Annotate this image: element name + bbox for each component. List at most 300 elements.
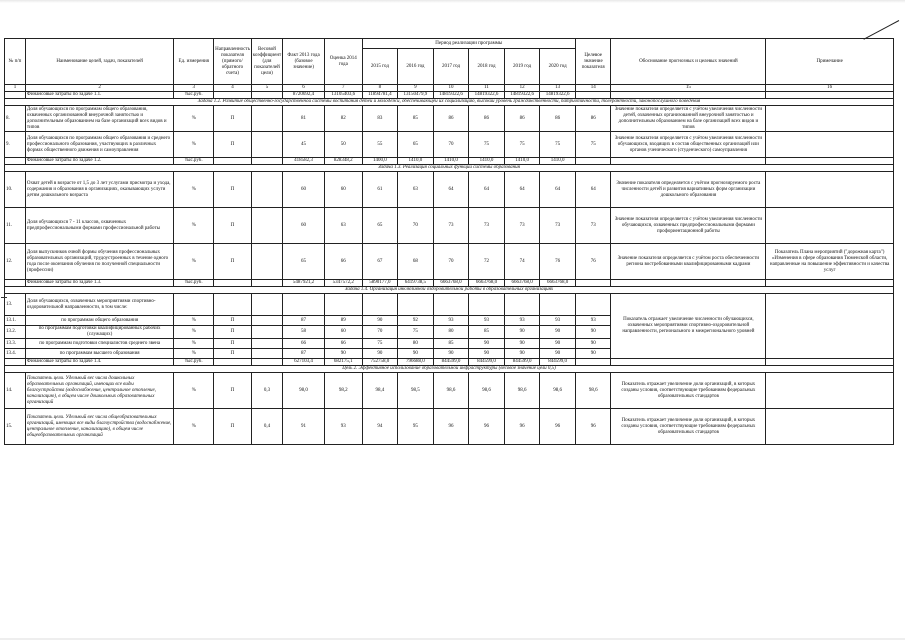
finance-value [251, 359, 282, 366]
table-row [5, 280, 894, 287]
value-cell: 90 [504, 326, 540, 339]
empty-cell [433, 294, 469, 316]
value-cell: 96 [540, 409, 576, 445]
weight-cell [251, 244, 282, 280]
column-number: 10 [433, 85, 469, 92]
table-row [5, 409, 894, 445]
column-number: 2 [25, 85, 174, 92]
indicator-name: Показатель цели. Удельный вес числа общеобразовательных организаций, имеющих все виды благоустройства (водоснабжение, центральное отопление, канализацию), в общем числе общеобразовательных организаций [25, 409, 174, 445]
column-number: 6 [283, 85, 325, 92]
unit-cell: тыс.руб. [174, 280, 214, 287]
value-cell: 90 [540, 349, 576, 359]
table-row [5, 208, 894, 244]
value-cell: 96 [504, 409, 540, 445]
column-number: 15 [611, 85, 766, 92]
column-number: 12 [504, 85, 540, 92]
direction-cell: П [214, 106, 252, 132]
value-cell: 50 [324, 132, 362, 158]
table-header [5, 39, 894, 92]
row-number: 13. [5, 294, 26, 316]
finance-value: 5487921,2 [283, 280, 325, 287]
value-cell: 64 [504, 172, 540, 208]
indicator-name: Доля выпускников очной формы обучения профессиональных образовательных организаций, трудоустроенных в течение одного года после окончания обучения по полученной специальности (профессии) [25, 244, 174, 280]
note-cell: Показатель Плана мероприятий ("дорожная карта") «Изменения в сфере образования Тюменской области, направленные на повышение эффективности и качества услуг [766, 244, 894, 280]
value-cell: 73 [469, 208, 505, 244]
value-cell: 98,6 [575, 373, 611, 409]
value-cell: 81 [283, 106, 325, 132]
finance-value: 844599,0 [433, 359, 469, 366]
rationale-cell: Значение показателя определяется с учётом увеличения численности детей, охваченных организованной внеурочной занятостью и дополнительным образованием на базе организаций всех видов и типов [611, 106, 766, 132]
finance-value: 14819322,6 [469, 92, 505, 99]
rationale-cell: Значение показателя определяется с учётом увеличения численности обучающихся, входящих в состав общественных организаций или органов ученического (студенческого) самоуправления [611, 132, 766, 158]
empty-cell [398, 294, 434, 316]
direction-cell: П [214, 339, 252, 349]
empty-cell [283, 294, 325, 316]
value-cell: 75 [469, 132, 505, 158]
indicator-name: по программам подготовки квалифицированных рабочих (служащих) [25, 326, 174, 339]
note-cell [766, 280, 894, 287]
table-row [5, 373, 894, 409]
finance-value: 6663768,0 [469, 280, 505, 287]
empty-cell [575, 294, 611, 316]
finance-value: 752758,0 [362, 359, 398, 366]
value-cell: 75 [398, 326, 434, 339]
header-year: 2019 год [504, 49, 540, 85]
value-cell: 90 [362, 316, 398, 326]
finance-value: 796688,0 [398, 359, 434, 366]
weight-cell [251, 326, 282, 339]
finance-value: 1410,0 [469, 158, 505, 165]
empty-cell [174, 294, 214, 316]
pen-stroke-mark [863, 20, 899, 40]
value-cell: 66 [324, 244, 362, 280]
group-rationale: Показатель отражает увеличение численности обучающихся, охваченных мероприятиями спортивно-оздоровительной направленности, регионального и межрегионального уровней [611, 294, 766, 359]
indicator-name: по программам высшего образования [25, 349, 174, 359]
value-cell: 75 [575, 132, 611, 158]
header-year: 2018 год [469, 49, 505, 85]
empty-cell [362, 294, 398, 316]
empty-cell [504, 294, 540, 316]
value-cell: 87 [283, 316, 325, 326]
value-cell: 86 [575, 106, 611, 132]
table-row [5, 158, 894, 165]
indicator-name: Доля обучающихся по программам общего образования, охваченных организованной внеурочной занятостью и дополнительным образованием на базе организаций всех видов и типов [25, 106, 174, 132]
section-heading: Цель 2. Эффективное использование образовательной инфраструктуры (весовое значение цели 0,5) [5, 366, 894, 373]
value-cell: 90 [469, 339, 505, 349]
column-number: 11 [469, 85, 505, 92]
row-number: 9. [5, 132, 26, 158]
rationale-cell: Показатель отражает увеличение доли организаций, в которых созданы условия, соответствующие требованиям федеральных образовательных стандартов [611, 409, 766, 445]
finance-value: 14819322,6 [504, 92, 540, 99]
note-cell [766, 359, 894, 366]
indicators-table [4, 38, 894, 445]
finance-value: 627103,4 [283, 359, 325, 366]
value-cell: 76 [575, 244, 611, 280]
indicator-name: Доля обучающихся по программам общего образования и среднего профессионального образования, участвующих в различных формах общественного движения и самоуправления [25, 132, 174, 158]
column-number: 9 [398, 85, 434, 92]
value-cell: 64 [540, 172, 576, 208]
value-cell: 89 [324, 316, 362, 326]
value-cell: 58 [283, 326, 325, 339]
finance-value [575, 92, 611, 99]
note-cell [766, 158, 894, 165]
scan-top-edge [0, 0, 905, 3]
column-number: 5 [251, 85, 282, 92]
value-cell: 92 [398, 316, 434, 326]
row-number [5, 359, 26, 366]
value-cell: 73 [575, 208, 611, 244]
row-number [5, 158, 26, 165]
value-cell: 82 [324, 106, 362, 132]
note-cell [611, 359, 766, 366]
unit-cell: % [174, 172, 214, 208]
value-cell: 90 [324, 349, 362, 359]
note-cell [611, 92, 766, 99]
weight-cell [251, 339, 282, 349]
value-cell: 66 [324, 339, 362, 349]
finance-value [251, 280, 282, 287]
value-cell: 73 [540, 208, 576, 244]
weight-cell [251, 208, 282, 244]
table-body [5, 92, 894, 445]
note-cell [766, 208, 894, 244]
value-cell: 86 [469, 106, 505, 132]
header-note: Примечание [766, 39, 894, 85]
value-cell: 98,6 [540, 373, 576, 409]
value-cell: 90 [575, 349, 611, 359]
value-cell: 66 [283, 339, 325, 349]
direction-cell: П [214, 349, 252, 359]
note-cell [766, 409, 894, 445]
empty-cell [251, 294, 282, 316]
weight-cell: 0,3 [251, 373, 282, 409]
value-cell: 63 [324, 208, 362, 244]
table-row [5, 165, 894, 172]
direction-cell: П [214, 409, 252, 445]
value-cell: 60 [283, 208, 325, 244]
rationale-cell: Показатель отражает увеличение доли организаций, в которых созданы условия, соответствующие требованиям федеральных образовательных стандартов [611, 373, 766, 409]
finance-value: 1410,0 [504, 158, 540, 165]
header-year: 2015 год [362, 49, 398, 85]
indicator-name: по программам общего образования [25, 316, 174, 326]
direction-cell: П [214, 316, 252, 326]
header-year: 2017 год [433, 49, 469, 85]
value-cell: 90 [362, 349, 398, 359]
finance-label: Финансовые затраты по задаче 1.4. [25, 359, 174, 366]
unit-cell: % [174, 326, 214, 339]
finance-value [214, 92, 252, 99]
unit-cell: % [174, 409, 214, 445]
value-cell: 90 [504, 349, 540, 359]
finance-value [575, 158, 611, 165]
value-cell: 90 [433, 349, 469, 359]
value-cell: 90 [575, 326, 611, 339]
direction-cell: П [214, 326, 252, 339]
row-number: 13.2. [5, 326, 26, 339]
value-cell: 76 [540, 244, 576, 280]
unit-cell: тыс.руб. [174, 359, 214, 366]
header-unit: Ед. измерения [174, 39, 214, 85]
unit-cell: % [174, 316, 214, 326]
value-cell: 55 [362, 132, 398, 158]
value-cell: 90 [398, 349, 434, 359]
value-cell: 87 [283, 349, 325, 359]
row-number: 13.3. [5, 339, 26, 349]
unit-cell: % [174, 208, 214, 244]
finance-value [251, 92, 282, 99]
finance-value: 5347572,2 [324, 280, 362, 287]
value-cell: 86 [433, 106, 469, 132]
note-cell [766, 373, 894, 409]
value-cell: 65 [283, 244, 325, 280]
finance-value: 1410,0 [398, 158, 434, 165]
value-cell: 80 [433, 326, 469, 339]
value-cell: 73 [504, 208, 540, 244]
value-cell: 86 [504, 106, 540, 132]
margin-tick [1, 297, 7, 298]
value-cell: 98,2 [324, 373, 362, 409]
section-heading: Задача 1.4. Организация инклюзивной оздоровительной работы в образовательных организациях [5, 287, 894, 294]
note-cell [611, 158, 766, 165]
value-cell: 75 [504, 132, 540, 158]
value-cell: 90 [469, 349, 505, 359]
row-number: 15. [5, 409, 26, 445]
value-cell: 70 [433, 244, 469, 280]
finance-value: 418582,3 [283, 158, 325, 165]
row-number [5, 280, 26, 287]
unit-cell: тыс.руб. [174, 92, 214, 99]
value-cell: 68 [398, 244, 434, 280]
unit-cell: % [174, 244, 214, 280]
row-number: 11. [5, 208, 26, 244]
finance-value [214, 158, 252, 165]
row-number [5, 92, 26, 99]
table-row [5, 99, 894, 106]
value-cell: 64 [469, 172, 505, 208]
note-cell [766, 92, 894, 99]
table-row [5, 294, 894, 316]
value-cell: 98,0 [283, 373, 325, 409]
unit-cell: % [174, 106, 214, 132]
table-row [5, 92, 894, 99]
section-heading: Задача 1.3. Реализация социальных функций системы образования [5, 165, 894, 172]
direction-cell: П [214, 172, 252, 208]
direction-cell: П [214, 373, 252, 409]
direction-cell: П [214, 208, 252, 244]
value-cell: 73 [433, 208, 469, 244]
empty-cell [324, 294, 362, 316]
note-cell [766, 132, 894, 158]
value-cell: 67 [362, 244, 398, 280]
value-cell: 96 [433, 409, 469, 445]
value-cell: 90 [540, 326, 576, 339]
finance-value: 844599,0 [540, 359, 576, 366]
value-cell: 75 [540, 132, 576, 158]
indicator-name: по программам подготовки специалистов среднего звена [25, 339, 174, 349]
finance-label: Финансовые затраты по задаче 1.3. [25, 280, 174, 287]
value-cell: 64 [575, 172, 611, 208]
finance-value: 1410,0 [540, 158, 576, 165]
header-fact: Факт 2013 года (базовое значение) [283, 39, 325, 85]
column-number: 16 [766, 85, 894, 92]
value-cell: 45 [283, 132, 325, 158]
finance-value: 13150479,9 [398, 92, 434, 99]
finance-value [575, 359, 611, 366]
finance-value: 6419738,5 [398, 280, 434, 287]
row-number: 12. [5, 244, 26, 280]
section-heading: Задача 1.2. Развитие общественно-государственной системы воспитания детей и молодежи, обеспечивающей их социализацию, высокий уровень гражданственности, патриотичности, толерантности, законопослушного поведения [5, 99, 894, 106]
column-number: 8 [362, 85, 398, 92]
weight-cell [251, 172, 282, 208]
finance-value: 1400,0 [362, 158, 398, 165]
value-cell: 98,5 [398, 373, 434, 409]
value-cell: 70 [398, 208, 434, 244]
row-number: 10. [5, 172, 26, 208]
column-number: 1 [5, 85, 26, 92]
rationale-cell: Значение показателя определяется с учётом увеличения численности обучающихся, охваченных предпрофессиональными формами профориентационной работы [611, 208, 766, 244]
direction-cell: П [214, 132, 252, 158]
table-row [5, 132, 894, 158]
value-cell: 65 [362, 208, 398, 244]
finance-value [251, 158, 282, 165]
unit-cell: % [174, 339, 214, 349]
finance-value: 828348,2 [324, 158, 362, 165]
header-estimate: Оценка 2014 года [324, 39, 362, 85]
finance-value: 844599,0 [504, 359, 540, 366]
value-cell: 98,6 [504, 373, 540, 409]
row-number: 13.4. [5, 349, 26, 359]
value-cell: 91 [283, 409, 325, 445]
value-cell: 70 [362, 326, 398, 339]
finance-value: 14819322,6 [540, 92, 576, 99]
value-cell: 93 [540, 316, 576, 326]
finance-value [214, 280, 252, 287]
unit-cell: % [174, 132, 214, 158]
note-cell [611, 280, 766, 287]
value-cell: 90 [575, 339, 611, 349]
value-cell: 75 [362, 339, 398, 349]
value-cell: 86 [540, 106, 576, 132]
value-cell: 93 [504, 316, 540, 326]
note-cell [766, 106, 894, 132]
unit-cell: % [174, 349, 214, 359]
note-cell [766, 172, 894, 208]
unit-cell: тыс.руб. [174, 158, 214, 165]
table-row [5, 172, 894, 208]
finance-value: 11894781,4 [362, 92, 398, 99]
rationale-cell: Значение показателя определяется с учётом прогнозируемого роста численности детей и развития вариативных форм организации дошкольного образования [611, 172, 766, 208]
header-period: Период реализации программы [362, 39, 575, 49]
finance-label: Финансовые затраты по задаче 1.1. [25, 92, 174, 99]
value-cell: 93 [433, 316, 469, 326]
value-cell: 60 [324, 326, 362, 339]
value-cell: 61 [362, 172, 398, 208]
header-name: Наименование целей, задач, показателей [25, 39, 174, 85]
indicator-name: Доля обучающихся 7 - 11 классов, охваченных предпрофессиональными формами профессиональной работы [25, 208, 174, 244]
table-row [5, 287, 894, 294]
row-number: 8. [5, 106, 26, 132]
value-cell: 63 [398, 172, 434, 208]
finance-value: 6663768,0 [504, 280, 540, 287]
weight-cell [251, 106, 282, 132]
indicator-name: Показатель цели. Удельный вес числа дошкольных образовательных организаций, имеющих все виды благоустройства (водоснабжение, центральное отопление, канализацию), в общем числе дошкольных образовательных организаций [25, 373, 174, 409]
finance-value: 14819322,6 [433, 92, 469, 99]
empty-cell [469, 294, 505, 316]
value-cell: 93 [575, 316, 611, 326]
column-number: 13 [540, 85, 576, 92]
rationale-cell: Значение показателя определяется с учётом роста обеспеченности региона востребованными квалифицированными кадрами [611, 244, 766, 280]
value-cell: 70 [433, 132, 469, 158]
finance-value: 13105403,6 [324, 92, 362, 99]
value-cell: 72 [469, 244, 505, 280]
finance-value: 5890177,0 [362, 280, 398, 287]
weight-cell [251, 316, 282, 326]
header-target: Целевое значение показателя [575, 39, 611, 85]
column-number: 7 [324, 85, 362, 92]
value-cell: 93 [469, 316, 505, 326]
indicator-name: Доля обучающихся, охваченных мероприятиями спортивно-оздоровительной направленности, в том числе: [25, 294, 174, 316]
finance-value: 6663768,0 [433, 280, 469, 287]
value-cell: 98,4 [362, 373, 398, 409]
finance-value: 8720692,4 [283, 92, 325, 99]
table-row [5, 366, 894, 373]
value-cell: 85 [433, 339, 469, 349]
header-year: 2016 год [398, 49, 434, 85]
indicator-name: Охват детей в возрасте от 1,5 до 3 лет услугами присмотра и ухода, содержания и образования в организациях, оказывающих услуги детям дошкольного возраста [25, 172, 174, 208]
column-number: 14 [575, 85, 611, 92]
value-cell: 64 [433, 172, 469, 208]
value-cell: 65 [398, 132, 434, 158]
indicators-sheet [4, 38, 894, 445]
empty-cell [540, 294, 576, 316]
value-cell: 85 [469, 326, 505, 339]
header-year: 2020 год [540, 49, 576, 85]
finance-value [214, 359, 252, 366]
empty-cell [214, 294, 252, 316]
header-no: № п/п [5, 39, 26, 85]
value-cell: 98,6 [469, 373, 505, 409]
table-row [5, 106, 894, 132]
finance-value: 1410,0 [433, 158, 469, 165]
table-row [5, 359, 894, 366]
column-number: 3 [174, 85, 214, 92]
row-number: 14. [5, 373, 26, 409]
weight-cell [251, 132, 282, 158]
value-cell: 60 [283, 172, 325, 208]
value-cell: 98,6 [433, 373, 469, 409]
value-cell: 90 [504, 339, 540, 349]
finance-value: 6663768,0 [540, 280, 576, 287]
value-cell: 90 [540, 339, 576, 349]
header-weight: Весовой коэффициент (для показателей цели) [251, 39, 282, 85]
column-number: 4 [214, 85, 252, 92]
value-cell: 96 [575, 409, 611, 445]
note-cell [766, 294, 894, 359]
row-number: 13.1. [5, 316, 26, 326]
weight-cell [251, 349, 282, 359]
finance-value: 682175,1 [324, 359, 362, 366]
value-cell: 93 [324, 409, 362, 445]
value-cell: 94 [362, 409, 398, 445]
weight-cell: 0,4 [251, 409, 282, 445]
value-cell: 60 [324, 172, 362, 208]
value-cell: 85 [398, 106, 434, 132]
unit-cell: % [174, 373, 214, 409]
direction-cell: П [214, 244, 252, 280]
value-cell: 96 [469, 409, 505, 445]
finance-value: 844599,0 [469, 359, 505, 366]
header-direction: Направленность показателя (прямого/обратного счета) [214, 39, 252, 85]
